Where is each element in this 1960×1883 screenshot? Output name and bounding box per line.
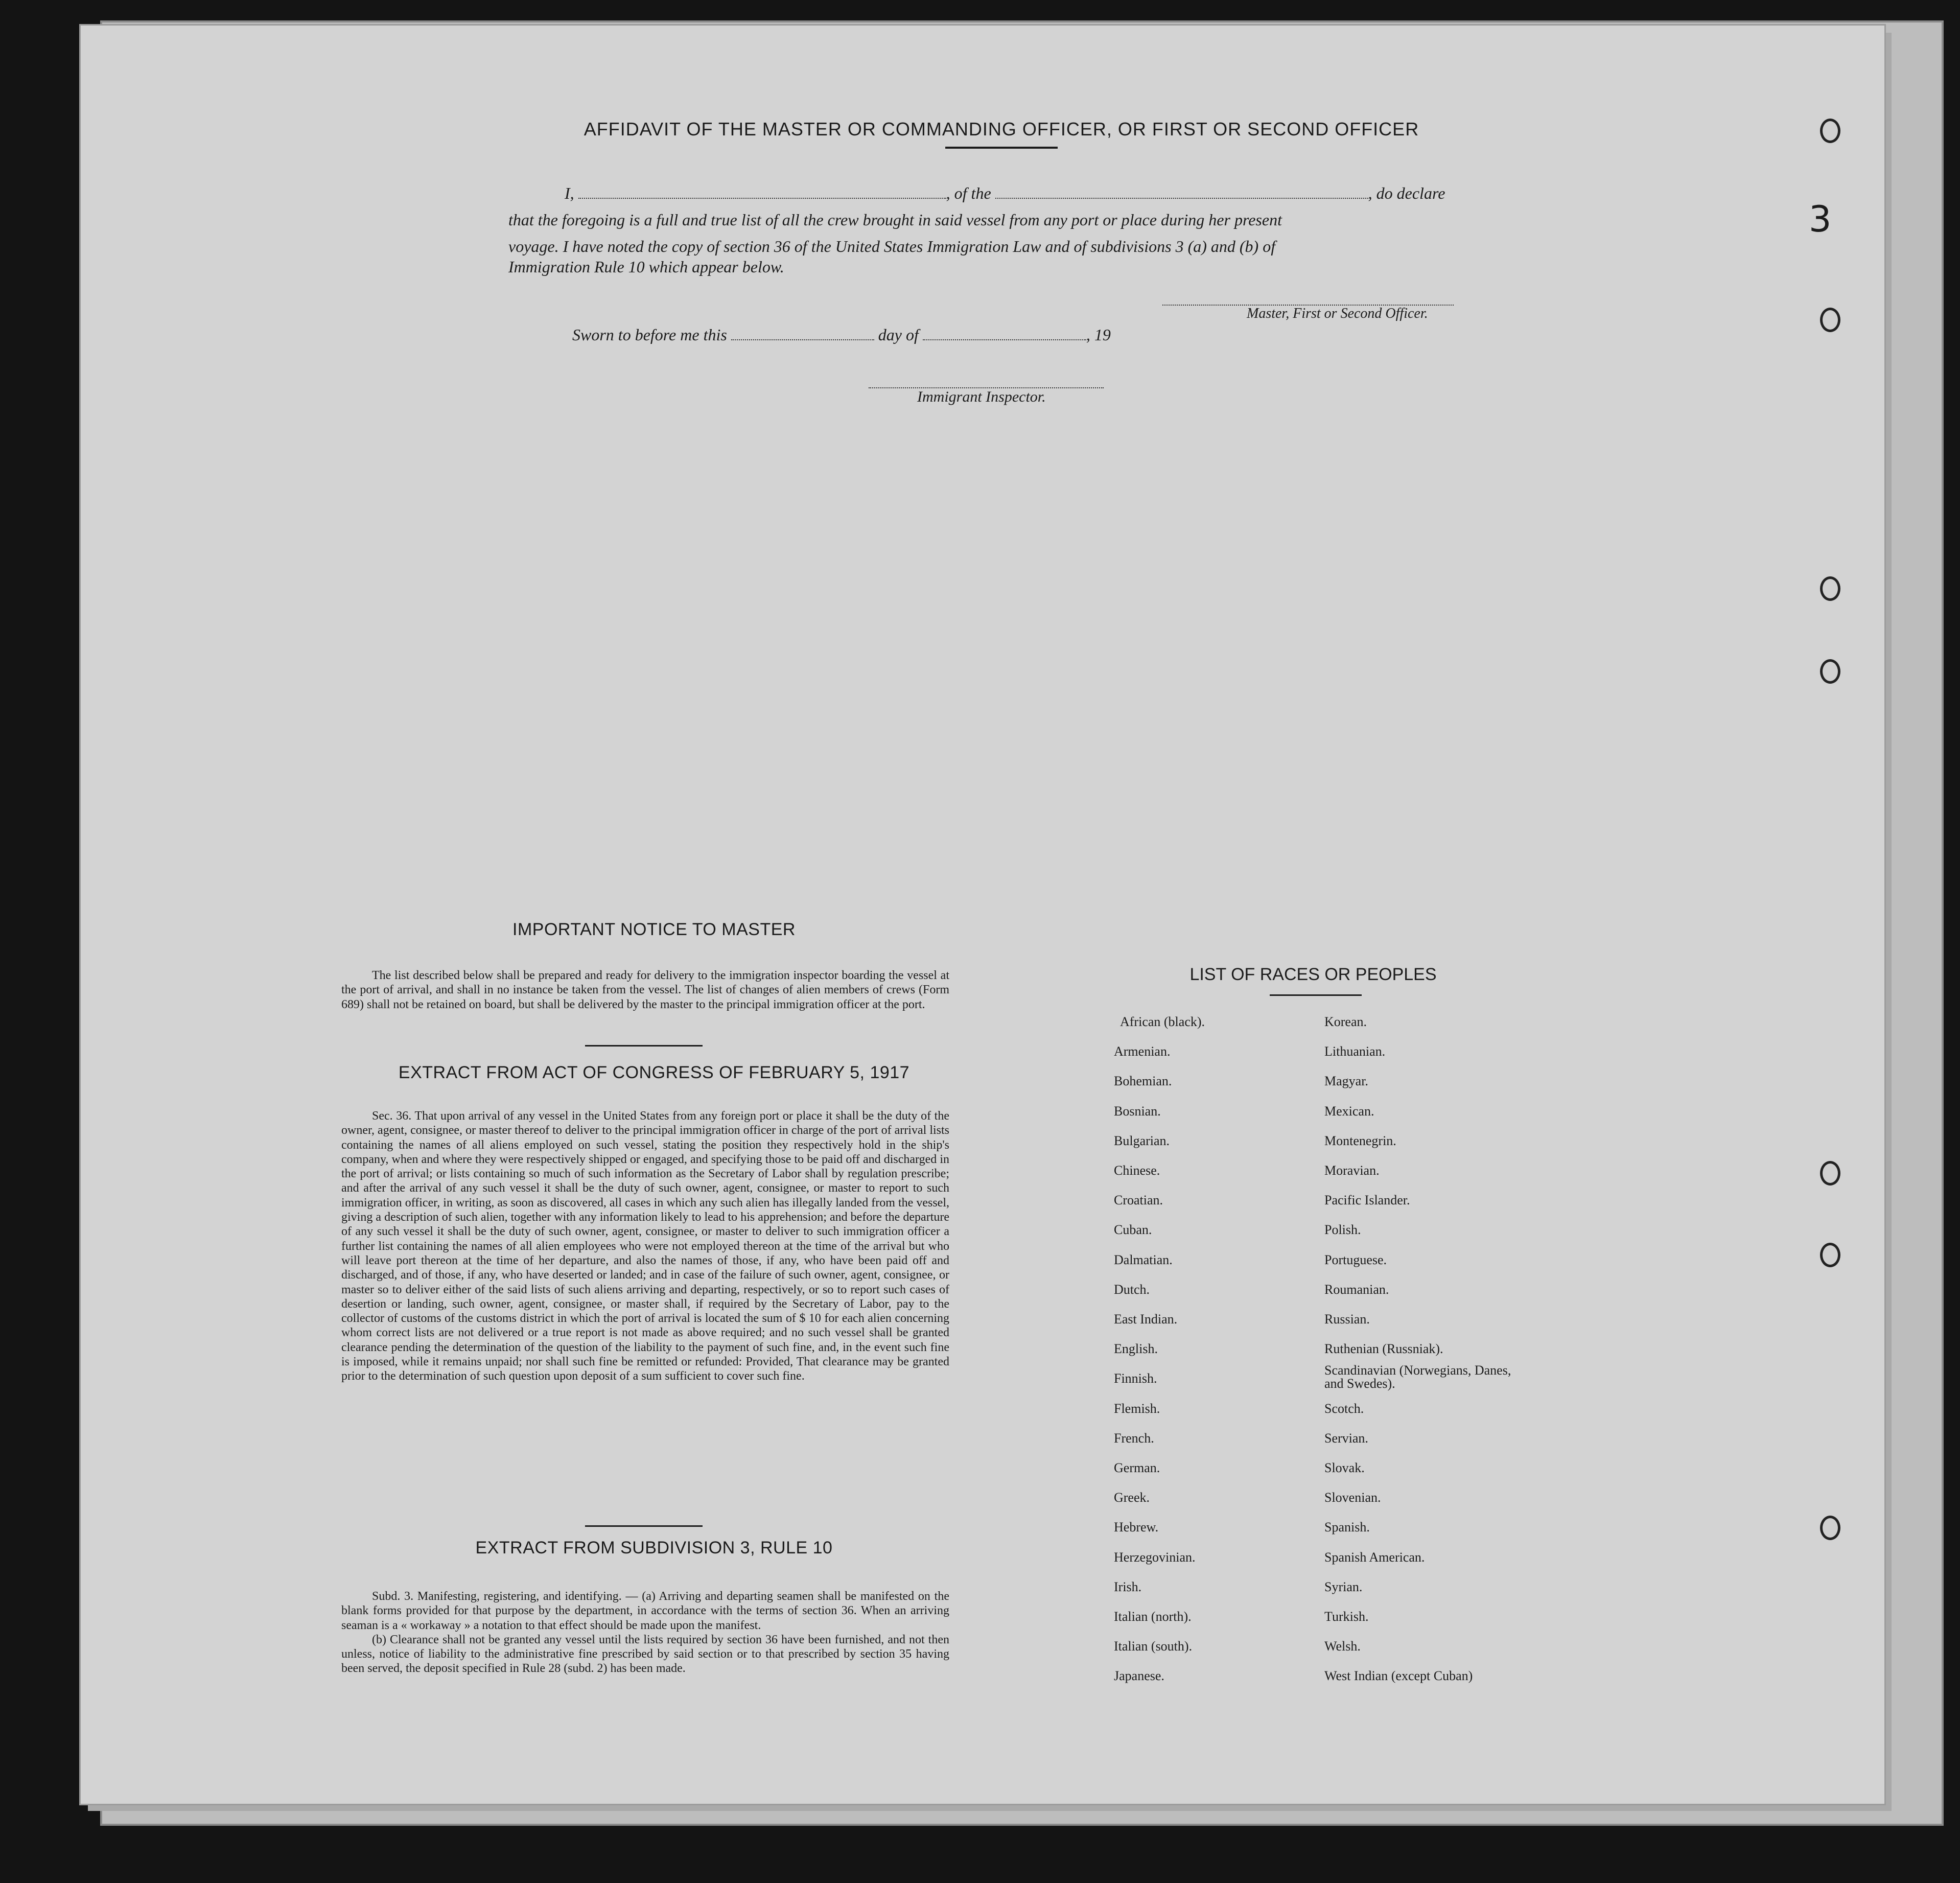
race-item: Italian (north). xyxy=(1114,1609,1192,1624)
sworn-day-blank xyxy=(731,324,874,340)
punch-hole xyxy=(1820,1161,1840,1185)
bleed-through-background xyxy=(266,388,1773,1645)
race-item: Spanish American. xyxy=(1324,1550,1425,1565)
race-item: Hebrew. xyxy=(1114,1520,1159,1535)
race-item: Herzegovinian. xyxy=(1114,1550,1196,1565)
race-item: Pacific Islander. xyxy=(1324,1193,1410,1207)
punch-hole xyxy=(1820,119,1840,143)
vessel-blank xyxy=(995,182,1368,199)
sworn-text: Sworn to before me this day of , 19 xyxy=(572,324,1111,344)
race-item: Lithuanian. xyxy=(1324,1044,1386,1059)
race-item: Flemish. xyxy=(1114,1401,1160,1416)
rule-extract-text: Subd. 3. Manifesting, registering, and identifying. — (a) Arriving and departing seamen shall be manifested on the blank forms provided for that purpose by the department, in accordance with the terms of section 36. When an arriving seaman is a « workaway » a notation to that effect should be made upon the manifest. (b) Clearance shall not be granted any vessel until the lists required by section 36 have been furnished, and not then unless, notice of liability to the administrative fine prescribed by said section or to that prescribed by section 35 having been served, the deposit specified in Rule 28 (subd. 2) has been made. xyxy=(341,1590,949,1676)
notice-text: The list described below shall be prepared and ready for delivery to the immigration inspector boarding the vessel at the port of arrival, and shall in no instance be taken from the vessel. The list of changes of alien members of crews (Form 689) shall not be retained on board, but shall be delivered by the master to the principal immigration officer at the port. xyxy=(341,969,949,1011)
race-item: Armenian. xyxy=(1114,1044,1171,1059)
race-item: Polish. xyxy=(1324,1222,1361,1237)
race-item: Spanish. xyxy=(1324,1520,1370,1535)
races-rule xyxy=(1270,994,1362,996)
handwritten-page-number: 3 xyxy=(1809,198,1832,240)
race-item: Russian. xyxy=(1324,1312,1370,1327)
act-rule xyxy=(585,1525,703,1527)
punch-hole xyxy=(1820,1516,1840,1540)
punch-hole xyxy=(1820,1243,1840,1267)
act-extract-text: Sec. 36. That upon arrival of any vessel in the United States from any foreign port or place it shall be the duty of the owner, agent, consignee, or master thereof to deliver to the principal immigration officer in charge of the port of arrival lists containing the names of all aliens employed on such vessel, stating the position they respectively hold in the ship's company, when and where they were respectively shipped or engaged, and specifying those to be paid off and discharged in the port of arrival; or lists containing so much of such information as the Secretary of Labor shall by regulation prescribe; and after the arrival of any such vessel it shall be the duty of such owner, agent, consignee, or master to report to such immigration officer, in writing, as soon as discovered, all cases in which any such alien has illegally landed from the vessel, giving a description of such alien, together with any information likely to lead to his apprehension; and before the departure of any such vessel it shall be the duty of such owner, agent, consignee, or master to deliver to such immigration officer a further list containing the names of all alien employees who were not employed thereon at the time of the arrival but who will leave port thereon at the time of her departure, and also the names of those, if any, who have been paid off and discharged, and of those, if any, who have deserted or landed; and in case of the failure of such owner, agent, consignee, or master so to deliver either of the said lists of such aliens arriving and departing, respectively, or so to report such cases of desertion or landing, such owner, agent, consignee, or master shall, if required by the Secretary of Labor, pay to the collector of customs of the customs district in which the port of arrival is located the sum of $ 10 for each alien concerning whom correct lists are not delivered or a true report is not made as above required; and no such vessel shall be granted clearance pending the determination of the question of the liability to the payment of such fine, and, in the event such fine is imposed, while it remains unpaid; nor shall such fine be remitted or refunded: Provided, That clearance may be granted prior to the determination of such question upon deposit of a sum sufficient to cover such fine. xyxy=(341,1109,949,1383)
affidavit-line-2: that the foregoing is a full and true list of all the crew brought in said vessel from any port or place during her present xyxy=(508,211,1282,229)
race-item: Slovak. xyxy=(1324,1460,1365,1475)
race-item: Roumanian. xyxy=(1324,1282,1389,1297)
race-item: Syrian. xyxy=(1324,1579,1363,1594)
race-item: Bosnian. xyxy=(1114,1104,1161,1119)
title-rule xyxy=(945,147,1058,149)
race-item: Magyar. xyxy=(1324,1074,1368,1088)
race-item: Japanese. xyxy=(1114,1668,1164,1683)
race-item: Portuguese. xyxy=(1324,1252,1387,1267)
rule-extract-title: EXTRACT FROM SUBDIVISION 3, RULE 10 xyxy=(475,1538,833,1557)
punch-hole xyxy=(1820,308,1840,332)
race-item: Finnish. xyxy=(1114,1371,1157,1386)
inspector-label: Immigrant Inspector. xyxy=(917,388,1046,405)
affidavit-line-4: Immigration Rule 10 which appear below. xyxy=(508,258,784,276)
sworn-month-blank xyxy=(923,324,1086,340)
day-of-label: day of xyxy=(878,326,919,344)
race-item: Slovenian. xyxy=(1324,1490,1381,1505)
race-item: West Indian (except Cuban) xyxy=(1324,1668,1473,1683)
race-item: Korean. xyxy=(1324,1014,1367,1029)
race-item: Bohemian. xyxy=(1114,1074,1172,1088)
race-item: Ruthenian (Russniak). xyxy=(1324,1341,1443,1356)
master-signature-label: Master, First or Second Officer. xyxy=(1247,306,1428,321)
notice-title: IMPORTANT NOTICE TO MASTER xyxy=(512,920,796,939)
race-item: Bulgarian. xyxy=(1114,1133,1170,1148)
race-item: Mexican. xyxy=(1324,1104,1374,1119)
race-item: English. xyxy=(1114,1341,1158,1356)
affidavit-line-3: voyage. I have noted the copy of section 36 of the United States Immigration Law and of subdivisions 3 (a) and (b) of xyxy=(508,237,1276,255)
race-item: Montenegrin. xyxy=(1324,1133,1396,1148)
affidavit-of-the: , of the xyxy=(946,184,991,202)
affidavit-line-1 xyxy=(508,180,1495,206)
race-item: Irish. xyxy=(1114,1579,1142,1594)
race-item: Scotch. xyxy=(1324,1401,1364,1416)
punch-hole xyxy=(1820,576,1840,601)
race-item: Chinese. xyxy=(1114,1163,1160,1178)
race-item: Welsh. xyxy=(1324,1639,1361,1654)
race-item: Croatian. xyxy=(1114,1193,1163,1207)
race-item: Dalmatian. xyxy=(1114,1252,1173,1267)
race-item: French. xyxy=(1114,1431,1154,1446)
act-extract-title: EXTRACT FROM ACT OF CONGRESS OF FEBRUARY 5, 1917 xyxy=(398,1063,910,1082)
affidavit-title: AFFIDAVIT OF THE MASTER OR COMMANDING OFFICER, OR FIRST OR SECOND OFFICER xyxy=(584,119,1419,140)
affidavit-declare: , do declare xyxy=(1368,184,1445,202)
race-item: Cuban. xyxy=(1114,1222,1152,1237)
race-item: Moravian. xyxy=(1324,1163,1380,1178)
race-item: Scandinavian (Norwegians, Danes, and Swedes). xyxy=(1324,1363,1511,1391)
races-title: LIST OF RACES OR PEOPLES xyxy=(1189,965,1437,984)
race-item: Greek. xyxy=(1114,1490,1150,1505)
affidavit-i: I, xyxy=(565,184,574,202)
race-item: East Indian. xyxy=(1114,1312,1178,1327)
race-item: Servian. xyxy=(1324,1431,1368,1446)
year-prefix: , 19 xyxy=(1086,326,1111,344)
name-blank xyxy=(578,182,946,199)
race-item: Dutch. xyxy=(1114,1282,1150,1297)
race-item: African (black). xyxy=(1120,1014,1205,1029)
notice-rule xyxy=(585,1045,703,1047)
punch-hole xyxy=(1820,659,1840,684)
race-item: Italian (south). xyxy=(1114,1639,1193,1654)
race-item: German. xyxy=(1114,1460,1160,1475)
race-item: Turkish. xyxy=(1324,1609,1369,1624)
